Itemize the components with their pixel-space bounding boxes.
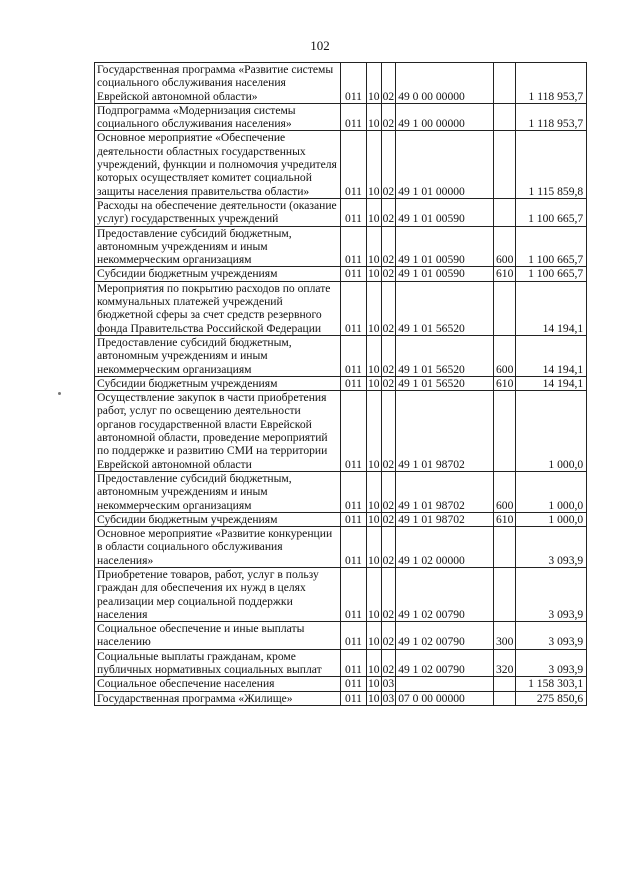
- subsection-code-cell: 02: [381, 567, 396, 621]
- expense-type-cell: [494, 131, 516, 198]
- table-row: [95, 512, 587, 526]
- scan-speck: [58, 392, 61, 395]
- row-name-cell: Субсидии бюджетным учреждениям: [95, 376, 341, 390]
- subsection-code-cell: 02: [381, 471, 396, 512]
- section-code-cell: 10: [367, 527, 382, 568]
- ministry-code-cell: 011: [341, 226, 367, 267]
- expense-type-cell: 610: [494, 376, 516, 390]
- subsection-code-cell: 03: [382, 677, 395, 691]
- table-row: [95, 677, 587, 691]
- subsection-code-cell: 02: [381, 622, 396, 650]
- ministry-code-cell: 011: [341, 471, 367, 512]
- ministry-code-cell: 011: [341, 131, 367, 198]
- amount-cell: 275 850,6: [516, 691, 587, 705]
- expense-type-cell: 600: [494, 335, 516, 376]
- ministry-code-cell: 011: [341, 391, 367, 472]
- section-code-cell: 10: [368, 512, 380, 526]
- subsection-code-cell: 02: [381, 527, 396, 568]
- row-name-cell: Предоставление субсидий бюджетным, автономным учреждениям и иным некоммерческим организациям: [95, 471, 341, 512]
- target-article-cell: [396, 677, 494, 691]
- row-name-cell: Государственная программа «Развитие системы социального обслуживания населения Еврейской автономной области»: [95, 63, 341, 104]
- section-code-cell: 10: [367, 226, 382, 267]
- expense-type-cell: [494, 198, 516, 226]
- table-row: [95, 103, 587, 131]
- table-row: [95, 281, 587, 335]
- row-name-cell: Основное мероприятие «Развитие конкуренции в области социального обслуживания населения»: [95, 527, 341, 568]
- table-row: [95, 567, 587, 621]
- table-row: [95, 471, 587, 512]
- section-code-cell: 10: [367, 131, 382, 198]
- ministry-code-cell: 011: [341, 622, 367, 650]
- row-name-cell: Предоставление субсидий бюджетным, автономным учреждениям и иным некоммерческим организациям: [95, 335, 341, 376]
- subsection-code-cell: 03: [382, 691, 395, 705]
- subsection-code-cell: 02: [381, 391, 396, 472]
- table-row: [95, 131, 587, 198]
- row-name-cell: Основное мероприятие «Обеспечение деятельности областных государственных учреждений, функции и полномочия учредителя которых осуществляет комитет социальной защиты населения правительства области»: [95, 131, 341, 198]
- section-code-cell: 10: [367, 649, 382, 677]
- target-article-cell: 49 1 02 00790: [396, 622, 494, 650]
- amount-cell: 1 158 303,1: [516, 677, 587, 691]
- row-name-cell: Расходы на обеспечение деятельности (оказание услуг) государственных учреждений: [95, 198, 341, 226]
- amount-cell: 14 194,1: [516, 281, 587, 335]
- target-article-cell: 49 1 01 98702: [396, 391, 494, 472]
- amount-cell: 1 100 665,7: [516, 267, 587, 281]
- amount-cell: 3 093,9: [516, 567, 587, 621]
- subsection-code-cell: 02: [381, 649, 396, 677]
- expense-type-cell: 300: [494, 622, 516, 650]
- target-article-cell: 49 1 01 56520: [396, 281, 494, 335]
- amount-cell: 1 118 953,7: [516, 103, 587, 131]
- section-code-cell: 10: [368, 376, 380, 390]
- section-code-cell: 10: [367, 391, 382, 472]
- target-article-cell: 49 1 01 98702: [396, 512, 494, 526]
- subsection-code-cell: 02: [381, 63, 396, 104]
- section-code-cell: 10: [368, 267, 380, 281]
- table-row: [95, 198, 587, 226]
- table-row: [95, 63, 587, 104]
- row-name-cell: Социальные выплаты гражданам, кроме публичных нормативных социальных выплат: [95, 649, 341, 677]
- row-name-cell: Предоставление субсидий бюджетным, автономным учреждениям и иным некоммерческим организациям: [95, 226, 341, 267]
- ministry-code-cell: 011: [341, 103, 367, 131]
- row-name-cell: Социальное обеспечение населения: [95, 677, 341, 691]
- table-row: [95, 226, 587, 267]
- ministry-code-cell: 011: [341, 677, 367, 691]
- expense-type-cell: [494, 281, 516, 335]
- ministry-code-cell: 011: [341, 281, 367, 335]
- expense-type-cell: [494, 391, 516, 472]
- ministry-code-cell: 011: [341, 567, 367, 621]
- expense-type-cell: 610: [494, 512, 516, 526]
- target-article-cell: 49 1 01 00590: [396, 198, 494, 226]
- target-article-cell: 49 1 01 00590: [396, 226, 494, 267]
- amount-cell: 1 100 665,7: [516, 226, 587, 267]
- expense-type-cell: 600: [494, 226, 516, 267]
- target-article-cell: 49 1 02 00000: [396, 527, 494, 568]
- row-name-cell: Осуществление закупок в части приобретения работ, услуг по освещению деятельности органов государственной власти Еврейской автономной области, проведение мероприятий по поддержке и развитию СМИ на территории Еврейской автономной области: [95, 391, 341, 472]
- page-number: 102: [310, 38, 330, 53]
- amount-cell: 1 000,0: [516, 512, 587, 526]
- amount-cell: 3 093,9: [516, 649, 587, 677]
- section-code-cell: 10: [367, 198, 382, 226]
- target-article-cell: 49 0 00 00000: [396, 63, 494, 104]
- subsection-code-cell: 02: [381, 198, 396, 226]
- subsection-code-cell: 02: [382, 512, 395, 526]
- row-name-cell: Государственная программа «Жилище»: [95, 691, 341, 705]
- budget-table: [94, 62, 587, 706]
- amount-cell: 14 194,1: [516, 376, 587, 390]
- table-row: [95, 622, 587, 650]
- target-article-cell: 49 1 02 00790: [396, 649, 494, 677]
- target-article-cell: 49 1 01 56520: [396, 335, 494, 376]
- ministry-code-cell: 011: [341, 63, 367, 104]
- row-name-cell: Субсидии бюджетным учреждениям: [95, 267, 341, 281]
- expense-type-cell: [494, 527, 516, 568]
- row-name-cell: Подпрограмма «Модернизация системы социального обслуживания населения»: [95, 103, 341, 131]
- amount-cell: 1 000,0: [516, 471, 587, 512]
- row-name-cell: Приобретение товаров, работ, услуг в пользу граждан для обеспечения их нужд в целях реализации мер социальной поддержки населения: [95, 567, 341, 621]
- target-article-cell: 49 1 01 00590: [396, 267, 494, 281]
- section-code-cell: 10: [368, 677, 380, 691]
- subsection-code-cell: 02: [381, 131, 396, 198]
- table-row: [95, 335, 587, 376]
- table-row: [95, 267, 587, 281]
- table-row: [95, 691, 587, 705]
- ministry-code-cell: 011: [341, 512, 367, 526]
- subsection-code-cell: 02: [381, 335, 396, 376]
- amount-cell: 3 093,9: [516, 622, 587, 650]
- subsection-code-cell: 02: [382, 376, 395, 390]
- section-code-cell: 10: [367, 471, 382, 512]
- ministry-code-cell: 011: [341, 335, 367, 376]
- table-row: [95, 527, 587, 568]
- amount-cell: 14 194,1: [516, 335, 587, 376]
- target-article-cell: 49 1 01 56520: [396, 376, 494, 390]
- subsection-code-cell: 02: [382, 267, 395, 281]
- target-article-cell: 49 1 00 00000: [396, 103, 494, 131]
- amount-cell: 1 100 665,7: [516, 198, 587, 226]
- amount-cell: 1 115 859,8: [516, 131, 587, 198]
- ministry-code-cell: 011: [341, 691, 367, 705]
- row-name-cell: Мероприятия по покрытию расходов по оплате коммунальных платежей учреждений бюджетной сферы за счет средств резервного фонда Правительства Российской Федерации: [95, 281, 341, 335]
- section-code-cell: 10: [368, 691, 380, 705]
- expense-type-cell: 320: [494, 649, 516, 677]
- row-name-cell: Субсидии бюджетным учреждениям: [95, 512, 341, 526]
- subsection-code-cell: 02: [381, 226, 396, 267]
- section-code-cell: 10: [367, 567, 382, 621]
- target-article-cell: 49 1 01 00000: [396, 131, 494, 198]
- expense-type-cell: 600: [494, 471, 516, 512]
- table-row: [95, 649, 587, 677]
- amount-cell: 1 118 953,7: [516, 63, 587, 104]
- section-code-cell: 10: [367, 281, 382, 335]
- ministry-code-cell: 011: [341, 649, 367, 677]
- expense-type-cell: [494, 567, 516, 621]
- subsection-code-cell: 02: [381, 103, 396, 131]
- ministry-code-cell: 011: [341, 527, 367, 568]
- expense-type-cell: [494, 677, 516, 691]
- expense-type-cell: [494, 691, 516, 705]
- target-article-cell: 49 1 02 00790: [396, 567, 494, 621]
- expense-type-cell: [494, 63, 516, 104]
- table-row: [95, 376, 587, 390]
- target-article-cell: 07 0 00 00000: [396, 691, 494, 705]
- row-name-cell: Социальное обеспечение и иные выплаты населению: [95, 622, 341, 650]
- section-code-cell: 10: [367, 103, 382, 131]
- table-row: [95, 391, 587, 472]
- subsection-code-cell: 02: [381, 281, 396, 335]
- expense-type-cell: 610: [494, 267, 516, 281]
- target-article-cell: 49 1 01 98702: [396, 471, 494, 512]
- expense-type-cell: [494, 103, 516, 131]
- ministry-code-cell: 011: [341, 267, 367, 281]
- section-code-cell: 10: [367, 622, 382, 650]
- amount-cell: 1 000,0: [516, 391, 587, 472]
- ministry-code-cell: 011: [341, 376, 367, 390]
- section-code-cell: 10: [367, 335, 382, 376]
- amount-cell: 3 093,9: [516, 527, 587, 568]
- ministry-code-cell: 011: [341, 198, 367, 226]
- section-code-cell: 10: [367, 63, 382, 104]
